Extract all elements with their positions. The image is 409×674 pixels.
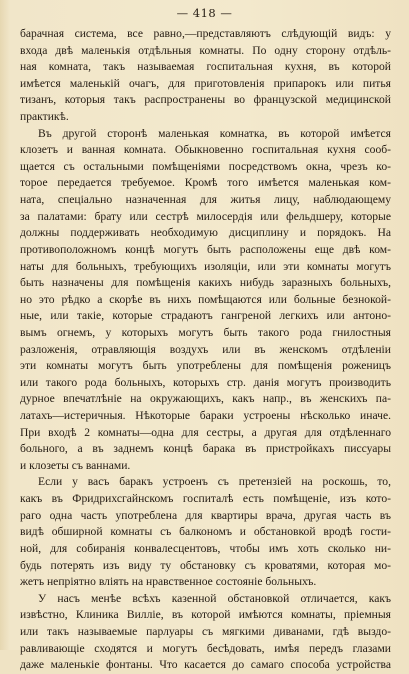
text-line: эти комнаты могутъ быть употреблены для помѣщенія роженицъ bbox=[20, 359, 391, 373]
text-line: будь потерять изъ виду ту обстановку съ кроватями, которая мо- bbox=[20, 558, 391, 572]
text-line: ной, для собиранія конвалесцентовъ, чтобы имъ хоть сколько ни- bbox=[20, 541, 391, 555]
text-line: дурное впечатлѣніе на окружающихъ, какъ напр., въ женскихъ па- bbox=[20, 392, 391, 406]
text-line: Если у васъ баракъ устроенъ съ претензіей на роскошь, то, bbox=[38, 475, 391, 489]
text-line: Въ другой сторонѣ маленькая комнатка, въ которой имѣется bbox=[38, 126, 391, 140]
text-line: входа двѣ маленькія отдѣльныя комнаты. По одну сторону отдѣль- bbox=[20, 43, 391, 57]
text-line: ные, или такіе, которые страдаютъ гангреной легкихъ или антоно- bbox=[20, 309, 391, 323]
text-line: или такъ называемые парлуары съ мягкими диванами, гдѣ выздо- bbox=[20, 624, 391, 638]
text-line: должны поддерживать необходимую дисциплину и порядокъ. На bbox=[20, 226, 391, 240]
text-line: ная комната, такъ называемая госпитальная кухня, въ которой bbox=[20, 60, 391, 74]
text-line: разложенія, отравляющія воздухъ или въ женскомъ отдѣленіи bbox=[20, 342, 391, 356]
text-line: но это рѣдко а скорѣе въ нихъ помѣщаются или больные безнокой- bbox=[20, 292, 391, 306]
text-line: даже маленькіе фонтаны. Что касается до самаго способа устройства bbox=[20, 658, 391, 672]
text-line: какъ въ Фридрихсгайнскомъ госпиталѣ есть помѣщеніе, изъ кото- bbox=[20, 492, 391, 506]
text-line: практикѣ. bbox=[20, 110, 69, 124]
page-number: — 418 — bbox=[176, 6, 233, 20]
text-line: При входѣ 2 комнаты—одна для сестры, а другая для отдѣленнаго bbox=[20, 425, 391, 439]
text-line: равливающіе сходятся и могутъ бесѣдовать, имѣя передъ глазами bbox=[20, 641, 391, 655]
text-line: вымъ огнемъ, у которыхъ могутъ быть такого рода гнилостныя bbox=[20, 325, 391, 339]
body-text bbox=[20, 26, 391, 674]
text-line: У насъ менѣе всѣхъ казенной обстановкой отличается, какъ bbox=[38, 591, 391, 605]
text-line: тизанъ, которыя такъ распространены во французской медицинской bbox=[20, 93, 391, 107]
text-line: жетъ непріятно вліять на нравственное состояніе больныхъ. bbox=[20, 575, 317, 589]
text-line: и клозеты съ ваннами. bbox=[20, 458, 131, 472]
text-line: клозетъ и ванная комната. Обыкновенно госпитальная кухня сооб- bbox=[20, 143, 391, 157]
text-line: латахъ—истеричныя. Нѣкоторые бараки устроены нѣсколько иначе. bbox=[20, 409, 391, 423]
text-line: щается съ остальными помѣщеніями посредствомъ окна, чрезъ ко- bbox=[20, 159, 391, 173]
text-line: торое передается требуемое. Кромѣ того имѣется маленькая ком- bbox=[20, 176, 391, 190]
text-line: противоположномъ концѣ могутъ быть расположены еще двѣ ком- bbox=[20, 242, 391, 256]
text-line: ната, спеціально назначенная для житья лицу, наблюдающему bbox=[20, 193, 391, 207]
text-line: раго одна часть употреблена для квартиры врача, другая часть въ bbox=[20, 508, 391, 522]
text-line: видѣ обширной комнаты съ балкономъ и обстановкой вродѣ гости- bbox=[20, 525, 391, 539]
text-line: или такого рода больныхъ, которыхъ стр. данія могутъ производить bbox=[20, 375, 391, 389]
text-line: извѣстно, Клиника Вилліе, въ которой имѣются комнаты, пріемныя bbox=[20, 608, 391, 622]
text-line: быть назначены для помѣщенія какихъ нибудь заразныхъ больныхъ, bbox=[20, 276, 391, 290]
text-line: за палатами: брату или сестрѣ милосердія или фельдшеру, которые bbox=[20, 209, 391, 223]
text-line: имѣется маленькій очагъ, для приготовленія припарокъ или питья bbox=[20, 76, 391, 90]
text-line: больного, а въ заднемъ концѣ барака въ пристройкахъ писсуары bbox=[20, 442, 391, 456]
text-line: барачная система, все равно,—представляютъ слѣдующій видъ: у bbox=[20, 27, 391, 40]
text-line: наты для больныхъ, требующихъ изоляціи, или эти комнаты могутъ bbox=[20, 259, 391, 273]
